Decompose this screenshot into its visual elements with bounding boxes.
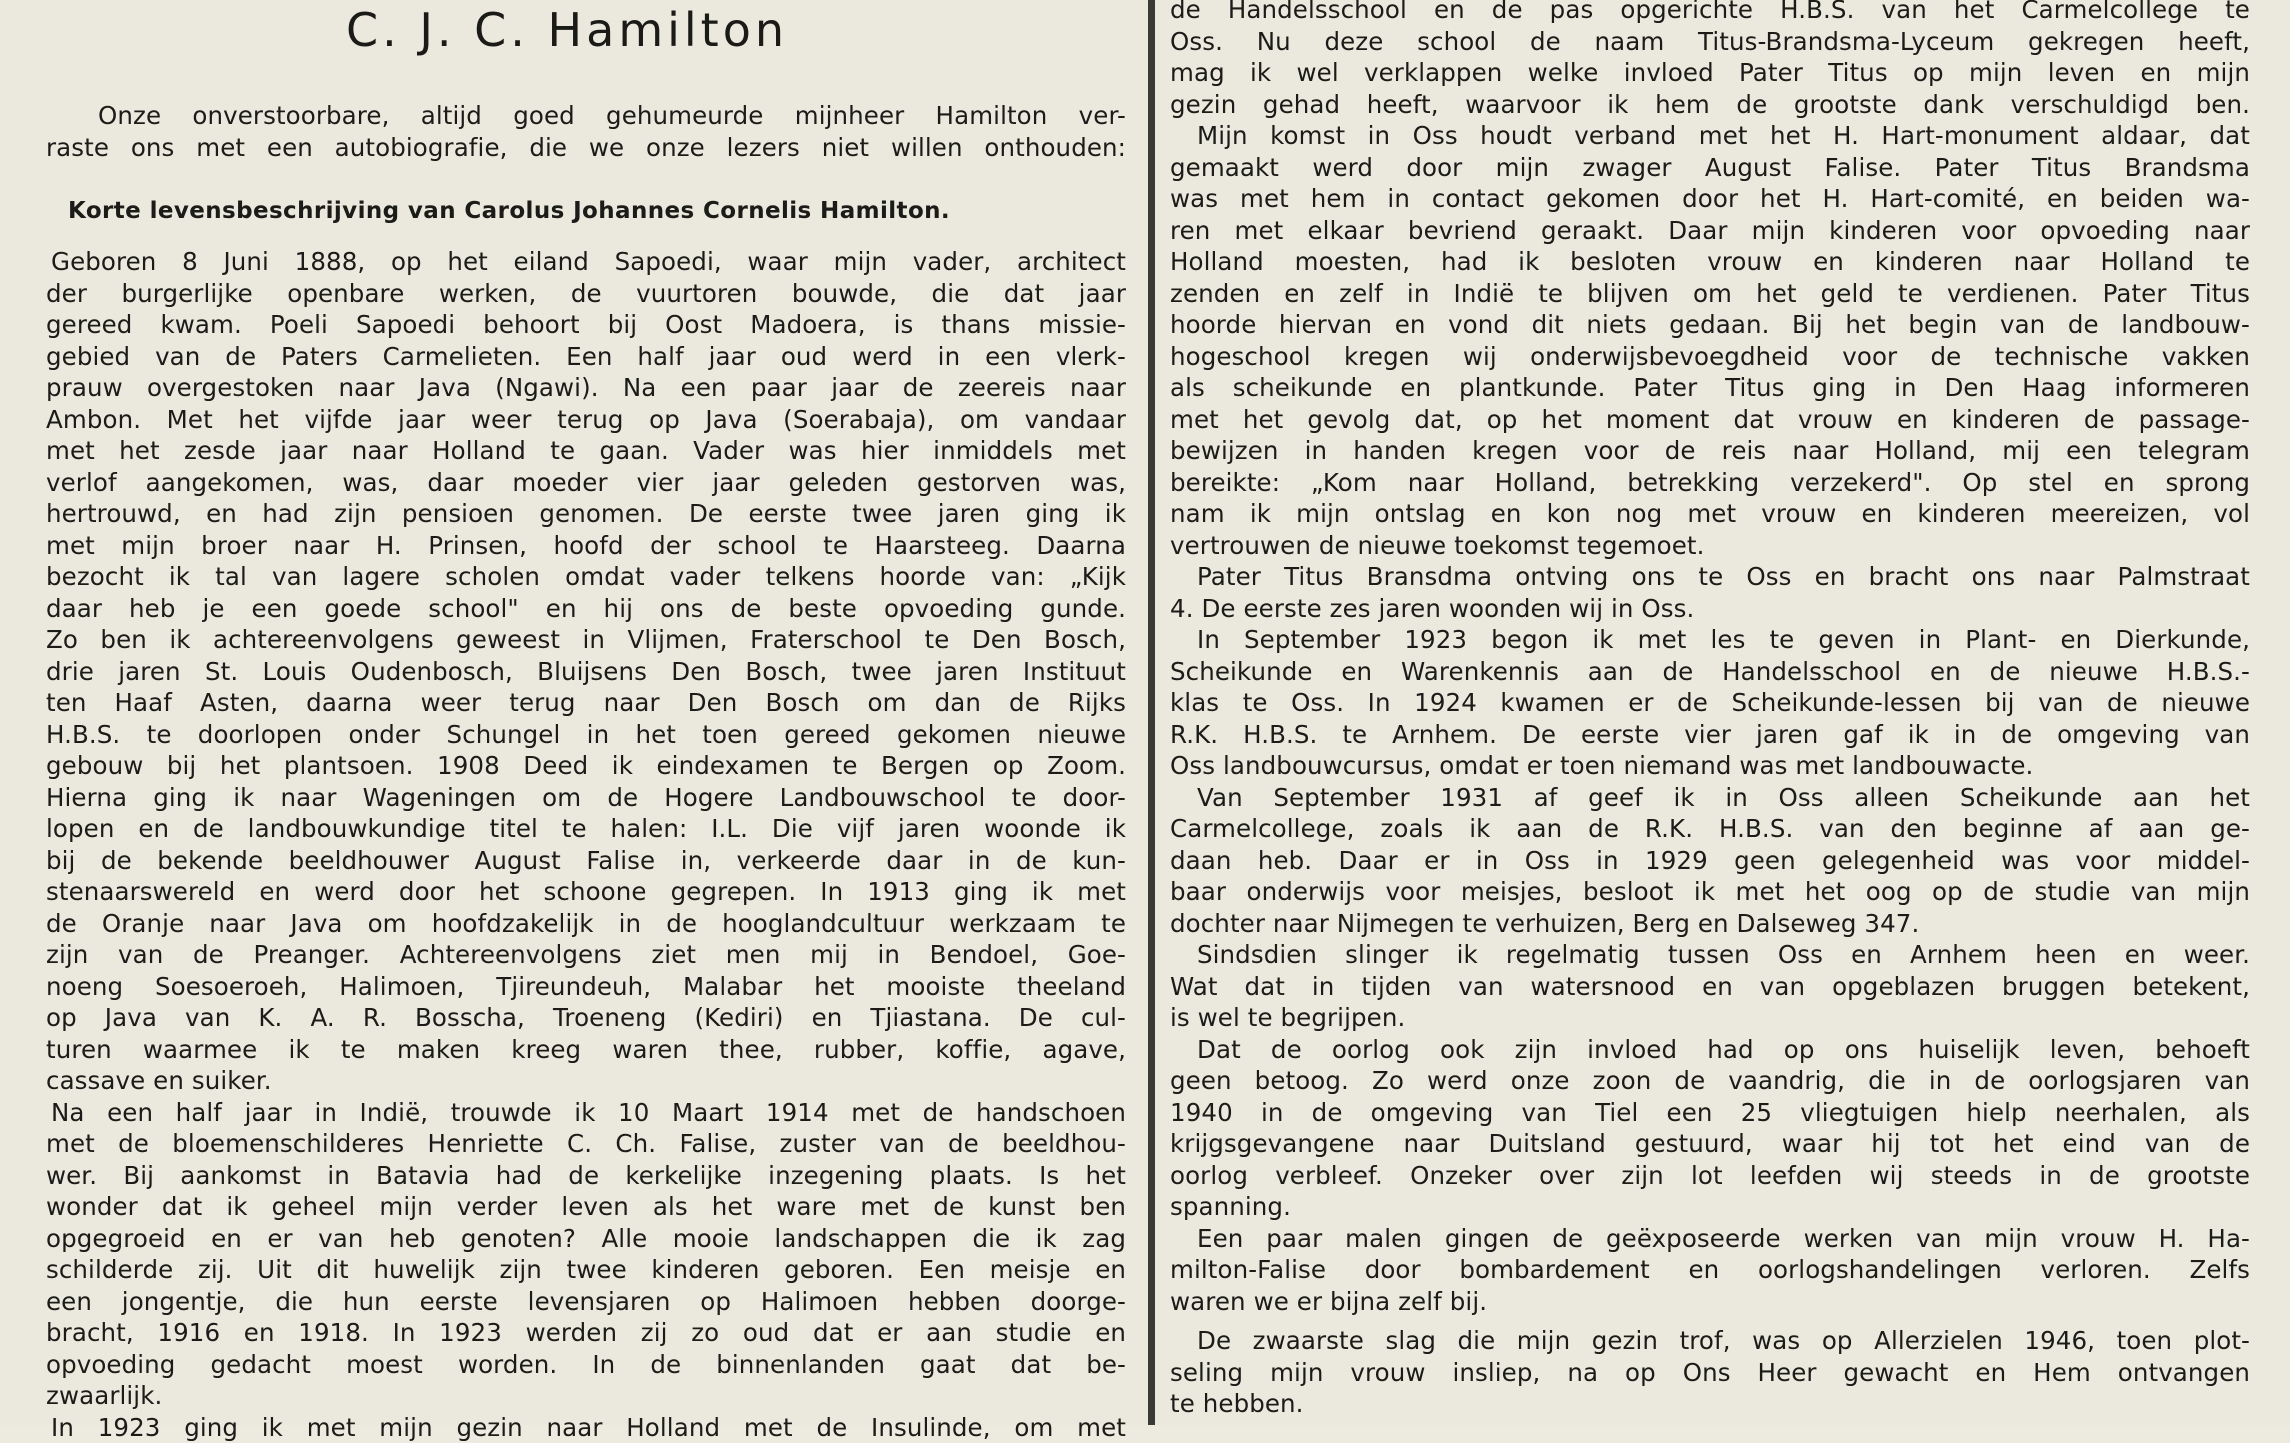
text-line: Carmelcollege, zoals ik aan de R.K. H.B.S. van den beginne af aan ge- [1170,813,2250,845]
article-title: C. J. C. Hamilton [346,0,826,64]
text-line: gezin gehad heeft, waarvoor ik hem de grootste dank verschuldigd ben. [1170,89,2250,121]
text-line: Van September 1931 af geef ik in Oss alleen Scheikunde aan het [1170,782,2250,814]
text-line: Holland moesten, had ik besloten vrouw en kinderen naar Holland te [1170,246,2250,278]
text-line: hogeschool kregen wij onderwijsbevoegdheid voor de technische vakken [1170,341,2250,373]
text-line: Dat de oorlog ook zijn invloed had op ons huiselijk leven, behoeft [1170,1034,2250,1066]
text-line: spanning. [1170,1191,2250,1223]
text-line: daan heb. Daar er in Oss in 1929 geen gelegenheid was voor middel- [1170,845,2250,877]
text-line: schilderde zij. Uit dit huwelijk zijn twee kinderen geboren. Een meisje en [46,1254,1126,1286]
intro-line: raste ons met een autobiografie, die we onze lezers niet willen onthouden: [46,132,1126,164]
text-line: wer. Bij aankomst in Batavia had de kerkelijke inzegening plaats. Is het [46,1160,1126,1192]
text-line: turen waarmee ik te maken kreeg waren thee, rubber, koffie, agave, [46,1034,1126,1066]
text-line: met het gevolg dat, op het moment dat vrouw en kinderen de passage- [1170,404,2250,436]
text-line: Wat dat in tijden van watersnood en van opgeblazen bruggen betekent, [1170,971,2250,1003]
right-column [1170,0,2280,1425]
text-line: De zwaarste slag die mijn gezin trof, was op Allerzielen 1946, toen plot- [1170,1325,2250,1357]
text-line: 1940 in de omgeving van Tiel een 25 vliegtuigen hielp neerhalen, als [1170,1097,2250,1129]
text-line: cassave en suiker. [46,1065,1126,1097]
text-line: Ambon. Met het vijfde jaar weer terug op Java (Soerabaja), om vandaar [46,404,1126,436]
column-divider [1148,0,1155,1425]
text-line: hertrouwd, en had zijn pensioen genomen. De eerste twee jaren ging ik [46,498,1126,530]
text-line: verlof aangekomen, was, daar moeder vier jaar geleden gestorven was, [46,467,1126,499]
text-line: prauw overgestoken naar Java (Ngawi). Na een paar jaar de zeereis naar [46,372,1126,404]
text-line: ren met elkaar bevriend geraakt. Daar mijn kinderen voor opvoeding naar [1170,215,2250,247]
text-line: hoorde hiervan en vond dit niets gedaan. Bij het begin van de landbouw- [1170,309,2250,341]
text-line: zijn van de Preanger. Achtereenvolgens ziet men mij in Bendoel, Goe- [46,939,1126,971]
left-body-text [46,246,1126,1443]
text-line: ten Haaf Asten, daarna weer terug naar Den Bosch om dan de Rijks [46,687,1126,719]
text-line: te hebben. [1170,1388,2250,1420]
text-line: Hierna ging ik naar Wageningen om de Hogere Landbouwschool te door- [46,782,1126,814]
text-line: seling mijn vrouw insliep, na op Ons Heer gewacht en Hem ontvangen [1170,1357,2250,1389]
text-line: dochter naar Nijmegen te verhuizen, Berg en Dalseweg 347. [1170,908,2250,940]
text-line: bereikte: „Kom naar Holland, betrekking verzekerd". Op stel en sprong [1170,467,2250,499]
text-line: der burgerlijke openbare werken, de vuurtoren bouwde, die dat jaar [46,278,1126,310]
text-line: wonder dat ik geheel mijn verder leven als het ware met de kunst ben [46,1191,1126,1223]
text-line: In 1923 ging ik met mijn gezin naar Holland met de Insulinde, om met [46,1412,1126,1443]
text-line: milton-Falise door bombardement en oorlogshandelingen verloren. Zelfs [1170,1254,2250,1286]
text-line: 4. De eerste zes jaren woonden wij in Oss. [1170,593,2250,625]
text-line: Scheikunde en Warenkennis aan de Handelsschool en de nieuwe H.B.S.- [1170,656,2250,688]
text-line: oorlog verbleef. Onzeker over zijn lot leefden wij steeds in de grootste [1170,1160,2250,1192]
text-line: drie jaren St. Louis Oudenbosch, Bluijsens Den Bosch, twee jaren Instituut [46,656,1126,688]
text-line: zwaarlijk. [46,1380,1126,1412]
text-line: de Oranje naar Java om hoofdzakelijk in de hooglandcultuur werkzaam te [46,908,1126,940]
text-line: Na een half jaar in Indië, trouwde ik 10 Maart 1914 met de handschoen [46,1097,1126,1129]
text-line: Pater Titus Bransdma ontving ons te Oss en bracht ons naar Palmstraat [1170,561,2250,593]
text-line: gebouw bij het plantsoen. 1908 Deed ik eindexamen te Bergen op Zoom. [46,750,1126,782]
text-line: bewijzen in handen kregen voor de reis naar Holland, mij een telegram [1170,435,2250,467]
text-line: bezocht ik tal van lagere scholen omdat vader telkens hoorde van: „Kijk [46,561,1126,593]
right-body-text [1170,0,2250,1420]
text-line: waren we er bijna zelf bij. [1170,1286,2250,1318]
text-line: Zo ben ik achtereenvolgens geweest in Vlijmen, Fraterschool te Den Bosch, [46,624,1126,656]
text-line: Oss. Nu deze school de naam Titus-Brandsma-Lyceum gekregen heeft, [1170,26,2250,58]
text-line: Een paar malen gingen de geëxposeerde werken van mijn vrouw H. Ha- [1170,1223,2250,1255]
text-line: lopen en de landbouwkundige titel te halen: I.L. Die vijf jaren woonde ik [46,813,1126,845]
text-line: mag ik wel verklappen welke invloed Pater Titus op mijn leven en mijn [1170,57,2250,89]
text-line: gebied van de Paters Carmelieten. Een half jaar oud werd in een vlerk- [46,341,1126,373]
text-line: zenden en zelf in Indië te blijven om het geld te verdienen. Pater Titus [1170,278,2250,310]
text-line: Geboren 8 Juni 1888, op het eiland Sapoedi, waar mijn vader, architect [46,246,1126,278]
text-line: gemaakt werd door mijn zwager August Falise. Pater Titus Brandsma [1170,152,2250,184]
text-line: Mijn komst in Oss houdt verband met het H. Hart-monument aldaar, dat [1170,120,2250,152]
text-line: een jongentje, die hun eerste levensjaren op Halimoen hebben doorge- [46,1286,1126,1318]
text-line: baar onderwijs voor meisjes, besloot ik met het oog op de studie van mijn [1170,876,2250,908]
text-line: klas te Oss. In 1924 kwamen er de Scheikunde-lessen bij van de nieuwe [1170,687,2250,719]
text-line: opvoeding gedacht moest worden. In de binnenlanden gaat dat be- [46,1349,1126,1381]
left-column [46,0,1126,1425]
text-line: als scheikunde en plantkunde. Pater Titus ging in Den Haag informeren [1170,372,2250,404]
text-line: op Java van K. A. R. Bosscha, Troeneng (Kediri) en Tjiastana. De cul- [46,1002,1126,1034]
text-line: bracht, 1916 en 1918. In 1923 werden zij zo oud dat er aan studie en [46,1317,1126,1349]
text-line: met het zesde jaar naar Holland te gaan. Vader was hier inmiddels met [46,435,1126,467]
text-line: vertrouwen de nieuwe toekomst tegemoet. [1170,530,2250,562]
text-line: met mijn broer naar H. Prinsen, hoofd der school te Haarsteeg. Daarna [46,530,1126,562]
text-line: krijgsgevangene naar Duitsland gestuurd, waar hij tot het eind van de [1170,1128,2250,1160]
text-line: geen betoog. Zo werd onze zoon de vaandrig, die in de oorlogsjaren van [1170,1065,2250,1097]
text-line: is wel te begrijpen. [1170,1002,2250,1034]
text-line: stenaarswereld en werd door het schoone gegrepen. In 1913 ging ik met [46,876,1126,908]
text-line: R.K. H.B.S. te Arnhem. De eerste vier jaren gaf ik in de omgeving van [1170,719,2250,751]
intro-paragraph [46,100,1126,163]
text-line: Oss landbouwcursus, omdat er toen niemand was met landbouwacte. [1170,750,2250,782]
text-line: noeng Soesoeroeh, Halimoen, Tjireundeuh, Malabar het mooiste theeland [46,971,1126,1003]
text-line: Sindsdien slinger ik regelmatig tussen Oss en Arnhem heen en weer. [1170,939,2250,971]
paragraph-gap [1170,1317,2250,1325]
text-line: was met hem in contact gekomen door het H. Hart-comité, en beiden wa- [1170,183,2250,215]
text-line: H.B.S. te doorlopen onder Schungel in het toen gereed gekomen nieuwe [46,719,1126,751]
text-line: nam ik mijn ontslag en kon nog met vrouw en kinderen meereizen, vol [1170,498,2250,530]
text-line: opgegroeid en er van heb genoten? Alle mooie landschappen die ik zag [46,1223,1126,1255]
article-subheading: Korte levensbeschrijving van Carolus Johannes Cornelis Hamilton. [68,196,950,226]
text-line: bij de bekende beeldhouwer August Falise in, verkeerde daar in de kun- [46,845,1126,877]
text-line: met de bloemenschilderes Henriette C. Ch. Falise, zuster van de beeldhou- [46,1128,1126,1160]
text-line: gereed kwam. Poeli Sapoedi behoort bij Oost Madoera, is thans missie- [46,309,1126,341]
intro-line: Onze onverstoorbare, altijd goed gehumeurde mijnheer Hamilton ver- [46,100,1126,132]
text-line: daar heb je een goede school" en hij ons de beste opvoeding gunde. [46,593,1126,625]
text-line: de Handelsschool en de pas opgerichte H.B.S. van het Carmelcollege te [1170,0,2250,26]
text-line: In September 1923 begon ik met les te geven in Plant- en Dierkunde, [1170,624,2250,656]
